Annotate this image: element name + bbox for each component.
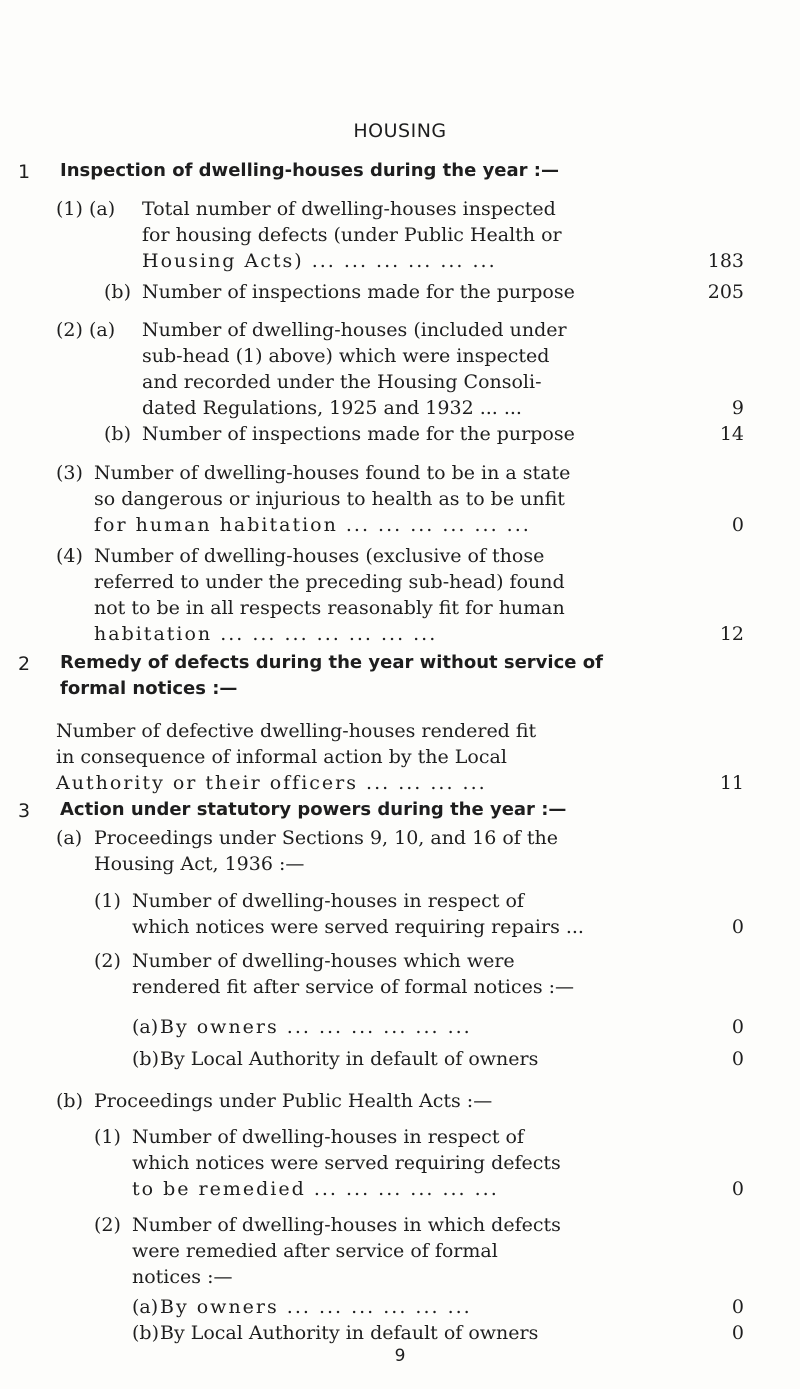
item-text-line: dated Regulations, 1925 and 1932 ... ...	[142, 397, 522, 419]
item-value: 0	[731, 1322, 744, 1344]
item-label: (1) (a)	[56, 198, 116, 220]
item-defects-remedied	[94, 1212, 800, 1292]
item-text-line: Number of inspections made for the purpose	[142, 423, 575, 445]
item-text-line: to be remedied ... ... ... ... ... ...	[132, 1178, 499, 1200]
item-text-line: Proceedings under Sections 9, 10, and 16 of the	[94, 827, 558, 849]
item-value: 12	[719, 623, 744, 645]
item-value: 0	[731, 1178, 744, 1200]
item-label: (a)	[132, 1296, 159, 1318]
section-1-number: 1	[18, 161, 31, 183]
item-text-line: Number of dwelling-houses (included under	[142, 319, 567, 341]
item-3	[56, 460, 800, 540]
item-by-authority-2	[132, 1320, 800, 1348]
item-text-line: rendered fit after service of formal notices :—	[132, 976, 575, 998]
item-text-line: which notices were served requiring defects	[132, 1152, 561, 1174]
item-text-line: Number of dwelling-houses in which defects	[132, 1214, 561, 1236]
item-text-line: not to be in all respects reasonably fit for human	[94, 597, 565, 619]
item-by-owners-1	[132, 1014, 800, 1042]
item-label: (b)	[104, 423, 131, 445]
item-value: 9	[731, 397, 744, 419]
item-label: (b)	[132, 1048, 159, 1070]
item-rendered-fit	[94, 948, 800, 1002]
item-text-line: in consequence of informal action by the Local	[56, 746, 507, 768]
item-value: 0	[731, 1016, 744, 1038]
item-label: (3)	[56, 462, 83, 484]
item-text-line: sub-head (1) above) which were inspected	[142, 345, 550, 367]
item-text-line: Housing Acts) ... ... ... ... ... ...	[142, 250, 497, 272]
item-value: 183	[707, 250, 744, 272]
item-proceedings-housing-act	[56, 825, 800, 879]
item-text-line: Number of defective dwelling-houses rendered fit	[56, 720, 537, 742]
page-title: HOUSING	[353, 120, 447, 142]
item-label: (b)	[56, 1090, 83, 1112]
item-value: 0	[731, 916, 744, 938]
item-text-line: Authority or their officers ... ... ... ...	[56, 772, 487, 794]
item-1b	[56, 279, 800, 307]
section-2-number: 2	[18, 653, 31, 675]
item-text-line: Proceedings under Public Health Acts :—	[94, 1090, 493, 1112]
section-3-number: 3	[18, 800, 31, 822]
item-text-line: Number of dwelling-houses in respect of	[132, 890, 524, 912]
item-text-line: By owners ... ... ... ... ... ...	[160, 1296, 472, 1318]
item-text-line: Number of dwelling-houses in respect of	[132, 1126, 524, 1148]
item-label: (2)	[94, 950, 121, 972]
section-1-heading: Inspection of dwelling-houses during the year :—	[60, 160, 560, 181]
item-notices-repairs	[94, 888, 800, 942]
item-text-line: Total number of dwelling-houses inspected	[142, 198, 556, 220]
item-text-line: referred to under the preceding sub-head) found	[94, 571, 565, 593]
item-text-line: By owners ... ... ... ... ... ...	[160, 1016, 472, 1038]
item-label: (b)	[132, 1322, 159, 1344]
item-value: 14	[719, 423, 744, 445]
item-text-line: habitation ... ... ... ... ... ... ...	[94, 623, 438, 645]
item-text-line: and recorded under the Housing Consoli-	[142, 371, 542, 393]
item-notices-defects	[94, 1124, 800, 1204]
item-label: (1)	[94, 1126, 121, 1148]
item-text-line: By Local Authority in default of owners	[160, 1048, 539, 1070]
item-1a	[56, 196, 800, 276]
item-text-line: which notices were served requiring repairs ...	[132, 916, 584, 938]
item-by-owners-2	[132, 1294, 800, 1322]
item-value: 205	[707, 281, 744, 303]
item-text-line: for housing defects (under Public Health or	[142, 224, 562, 246]
item-proceedings-public-health	[56, 1088, 800, 1116]
item-text-line: Number of inspections made for the purpose	[142, 281, 575, 303]
section-2-heading: Remedy of defects during the year without service of formal notices :—	[60, 652, 603, 699]
item-text-line: Number of dwelling-houses found to be in a state	[94, 462, 571, 484]
item-label: (2)	[94, 1214, 121, 1236]
item-text-line: for human habitation ... ... ... ... ... ...	[94, 514, 531, 536]
item-text-line: Number of dwelling-houses which were	[132, 950, 515, 972]
item-informal-action	[56, 718, 800, 798]
section-3-heading: Action under statutory powers during the year :—	[60, 799, 567, 820]
item-value: 0	[731, 1296, 744, 1318]
item-label: (1)	[94, 890, 121, 912]
item-label: (a)	[132, 1016, 159, 1038]
item-label: (a)	[56, 827, 83, 849]
item-label: (2) (a)	[56, 319, 116, 341]
item-label: (b)	[104, 281, 131, 303]
item-value: 0	[731, 1048, 744, 1070]
item-value: 0	[731, 514, 744, 536]
item-value: 11	[719, 772, 744, 794]
item-text-line: so dangerous or injurious to health as to be unfit	[94, 488, 565, 510]
item-text-line: notices :—	[132, 1266, 233, 1288]
item-4	[56, 543, 800, 649]
item-text-line: By Local Authority in default of owners	[160, 1322, 539, 1344]
item-text-line: Number of dwelling-houses (exclusive of those	[94, 545, 545, 567]
item-by-authority-1	[132, 1046, 800, 1074]
page-number: 9	[394, 1346, 406, 1366]
item-label: (4)	[56, 545, 83, 567]
item-text-line: Housing Act, 1936 :—	[94, 853, 305, 875]
item-2a	[56, 317, 800, 423]
item-text-line: were remedied after service of formal	[132, 1240, 498, 1262]
item-2b	[56, 421, 800, 449]
